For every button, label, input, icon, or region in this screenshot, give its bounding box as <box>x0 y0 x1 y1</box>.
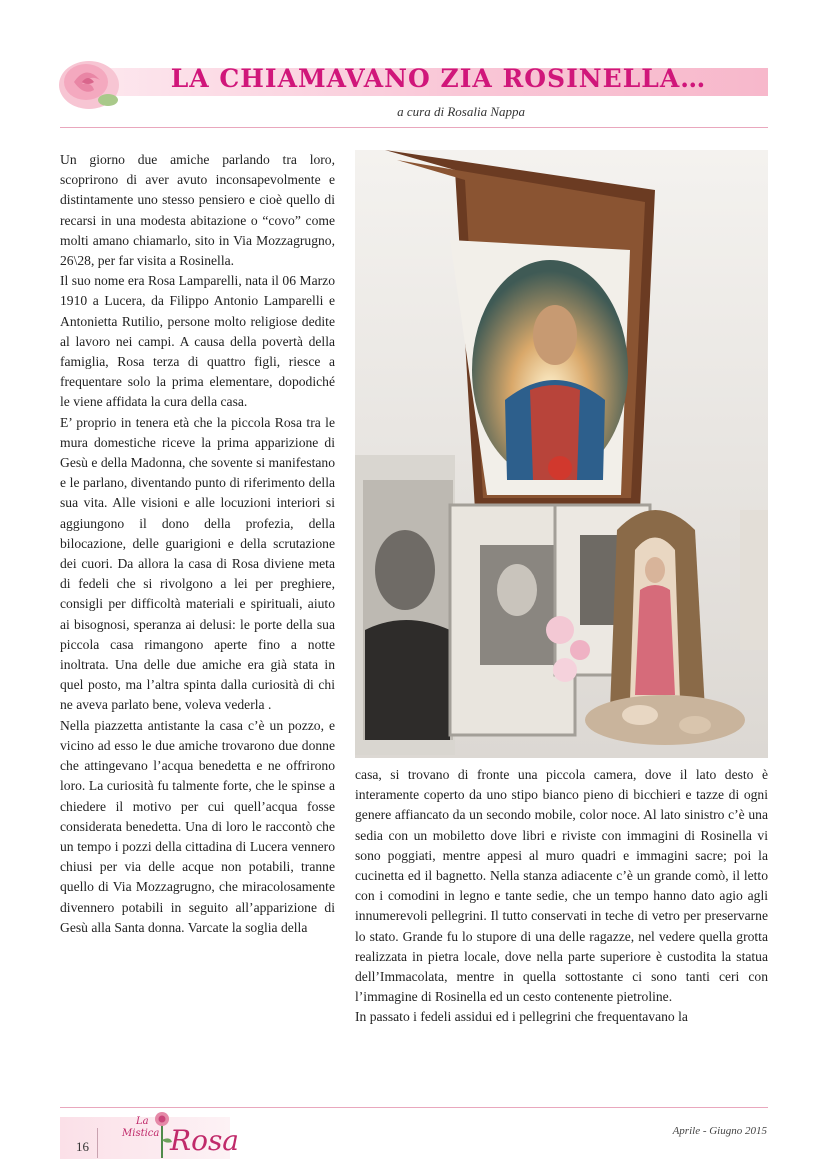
shrine-photo-illustration <box>355 150 768 758</box>
article-title: LA CHIAMAVANO ZIA ROSINELLA… <box>170 64 707 93</box>
paragraph: In passato i fedeli assidui ed i pellegrini che frequentavano la <box>355 1009 688 1025</box>
logo-mistica: Mistica <box>122 1128 160 1139</box>
header-rule <box>60 127 768 128</box>
footer-divider <box>97 1128 98 1158</box>
paragraph: casa, si trovano di fronte una piccola camera, dove il lato desto è interamente coperto da uno stipo bianco pieno di bicchieri e tazze di ogni genere affiancato da un secondo mobile, color noce. Al lato sinistro c’è una sedia con un mobiletto dove libri e riviste con immagini di Rosinella vi sono poggiati, mentre appesi al muro quadri e immagini sacre; poi la cucinetta ed il bagnetto. Nella stanza adiacente c’è un grande comò, il letto con i comodini in legno e tante sedie, che un tempo hanno dato agio agli innumerevoli pellegrini. Il tutto conservati in teche di vetro per preservarne lo stato. Grande fu lo stupore di una delle ragazze, nel vedere quella grotta realizzata in pietra locale, dove nella parte superiore è custodita la statua dell’Immacolata, mentre in quella sottostante ci sono tanti ceri con l’immagine di Rosinella ed un cesto contenente pietroline. <box>355 767 768 1005</box>
logo-rosa: Rosa <box>170 1124 240 1157</box>
paragraph: Il suo nome era Rosa Lamparelli, nata il 06 Marzo 1910 a Lucera, da Filippo Antonio Lamparelli e Antonietta Rutilio, persone molto religiose dedite al lavoro nei campi. A causa della povertà della famiglia, Rosa terza di quattro figli, riesce a frequentare solo la prima elementare, dopodiché le viene affidata la cura della casa. <box>60 273 335 410</box>
article-byline: a cura di Rosalia Nappa <box>397 104 525 119</box>
article-column-left <box>60 150 335 1090</box>
paragraph: Nella piazzetta antistante la casa c’è un pozzo, e vicino ad esso le due amiche trovarono due donne che attingevano l’acqua benedetta e ne offrirono loro. La curiosità fu talmente forte, che le spinse a chiedere il motivo per cui quell’acqua fosse considerata benedetta. Una di loro le raccontò che un tempo i pozzi della cittadina di Lucera vennero chiusi per via delle acque non potabili, tranne quello di Via Mozzagrugno, che miracolosamente divennero potabili in seguito all’apparizione di Gesù alla Santa donna. Varcate la soglia della <box>60 717 335 935</box>
paragraph: E’ proprio in tenera età che la piccola Rosa tra le mura domestiche riceve la prima apparizione di Gesù e della Madonna, che sovente si manifestano e le parlano, diventando punto di riferimento della sua vita. Alle visioni e alle locuzioni interiori si aggiungono il dono della profezia, della bilocazione, delle guarigioni e della scrutazione dei cuori. Da allora la casa di Rosa diviene meta di fedeli che si rivolgono a lei per preghiere, consigli per difficoltà materiali e spirituali, aiuto ai bisognosi, speranza ai delusi: le porte della sua piccola casa rimangono aperte fino a notte inoltrata. Una delle due amiche era già stata in quel posto, ma l’altra spinta dalla curiosità di chi ne aveva parlato bene, voleva vederla . <box>60 414 335 713</box>
page-number: 16 <box>76 1139 89 1154</box>
logo-la: La <box>136 1116 149 1127</box>
paragraph: Un giorno due amiche parlando tra loro, scoprirono di aver avuto inconsapevolmente e distintamente uno stesso pensiero e cioè quello di recarsi in una modesta abitazione o “covo” come molti amano chiamarlo, sito in Via Mozzagrugno, 26\28, per far visita a Rosinella. <box>60 152 335 269</box>
article-column-right <box>355 765 768 1095</box>
article-photo <box>355 150 768 758</box>
footer-rule <box>60 1107 768 1108</box>
issue-date: Aprile - Giugno 2015 <box>672 1125 767 1137</box>
